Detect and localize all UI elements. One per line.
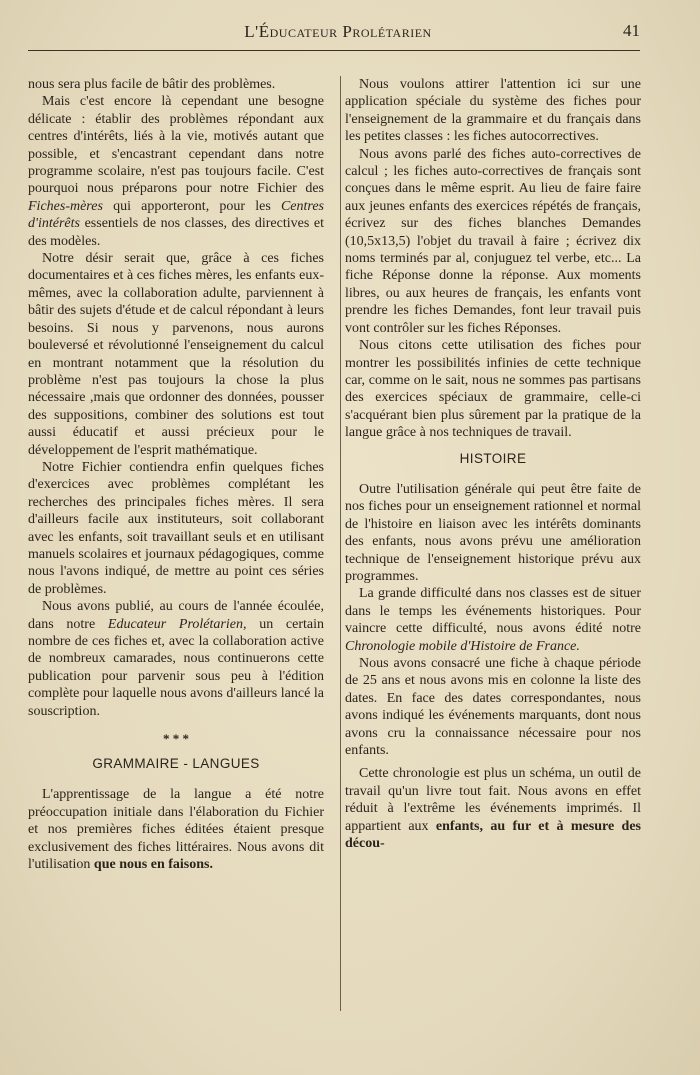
paragraph: Nous citons cette utilisation des fiches pour montrer les possibilités infinies de cette technique car, comme on le sait, nous ne sommes pas partisans des exercices spéciaux de grammaire, celle-ci s'acquérant bien plus sûrement par la pratique de la langue grâce à nos techniques de travail. [345, 338, 641, 441]
text-span: L'apprentissage de la langue a été notre préoccupation initiale dans l'élaboration du Fichier et nos premières fiches éditées étaient presque exclusivement des fiches littéraires. Nous avons dit l'utilisation [28, 787, 324, 873]
paragraph: Nous avons consacré une fiche à chaque période de 25 ans et nous avons mis en colonne la liste des dates. En face des dates correspondantes, nous avons indiqué les événements marquants, dont nous avons cru la connaissance nécessaire pour nos enfants. [345, 656, 641, 759]
italic-span: Chronologie mobile d'Histoire de France. [345, 638, 580, 654]
text-span: Mais c'est encore là cependant une besogne délicate : établir des problèmes répondant aux centres d'intérêts, liés à la vie, motivés autant que possible, et s'encastrant cependant dans notre programme scolaire, n'est pas toujours facile. C'est pourquoi nous préparons pour notre Fichier des [28, 94, 324, 197]
italic-span: Fiches-mères [28, 198, 103, 214]
paragraph [28, 598, 324, 720]
paragraph: Outre l'utilisation générale qui peut être faite de nos fiches pour un enseignement rationnel et normal de l'histoire en liaison avec les intérêts dominants des enfants, nous avons prévu une amélioration technique de l'enseignement historique prévu aux programmes. [345, 481, 641, 584]
paragraph: Notre désir serait que, grâce à ces fiches documentaires et à ces fiches mères, les enfants eux-mêmes, avec la collaboration adulte, parviennent à bâtir des sujets d'étude et de calcul répondant à leurs besoins. Si nous y parvenons, nous aurons bouleversé et révolutionné l'enseignement du calcul en montrant notamment que la résolution du problème n'est pas toujours la chose la plus nécessaire ,mais que ordonner des données, pousser des suppositions, combiner des solutions est tout aussi éducatif et aussi précieux pour le développement de l'esprit mathématique. [28, 251, 324, 458]
italic-span: Centres d'intérêts [28, 198, 324, 232]
column-divider [340, 76, 341, 1011]
page-header [28, 20, 640, 51]
text-span: Cette chronologie est plus un schéma, un outil de travail qu'un livre tout fait. Nous avons en effet réduit à l'extrême les événements imprimés. Il appartient aux [345, 766, 641, 834]
text-span: , un certain nombre de ces fiches et, avec la collaboration active de nombreux camarades, nous continuerons cette publication pour parvenir sous peu à l'édition complète pour laquelle nous avons d'ailleurs lancé la souscription. [28, 616, 325, 719]
paragraph [345, 585, 641, 655]
page-number: 41 [623, 21, 640, 40]
journal-title: L'Éducateur Prolétarien [244, 22, 432, 41]
italic-span: Educateur Prolétarien [107, 616, 243, 632]
text-span: que nous en faisons. [93, 857, 213, 873]
text-span: qui apporteront, pour les [102, 198, 281, 214]
text-span: La grande difficulté dans nos classes est de situer dans le temps les événements historiques. Pour vaincre cette difficulté, nous avons édité notre [345, 586, 641, 637]
left-column [28, 76, 324, 873]
heading-histoire: HISTOIRE [459, 450, 527, 466]
paragraph: Nous avons parlé des fiches auto-correctives de calcul ; les fiches auto-correctives de français sont conçues dans le même esprit. Au lieu de faire faire aux jeunes enfants des exercices répétés de français, écrivez sur des fiches blanches Demandes (10,5x13,5) l'objet du travail à faire ; écrivez dix noms terminés par al, conjuguez tel verbe, etc... La fiche Réponse donne la réponse. Aux moments libres, ou aux heures de français, les enfants vont prendre les fiches Demandes, font leur travail puis vont contrôler sur les fiches Réponses. [345, 146, 641, 336]
section-separator: * * * [163, 731, 189, 747]
paragraph [345, 765, 641, 852]
paragraph: Notre Fichier contiendra enfin quelques fiches d'exercices avec problèmes complétant les recherches des principales fiches mères. Il sera d'ailleurs facile aux instituteurs, soit collaborant avec les enfants, soit travaillant seuls et en utilisant manuels scolaires et journaux pédagogiques, comme nous l'avons indiqué, de mettre au point ces séries de problèmes. [28, 459, 324, 597]
heading-grammaire: GRAMMAIRE - LANGUES [92, 756, 260, 772]
text-span: essentiels de nos classes, des directives et des modèles. [28, 216, 324, 249]
text-span: enfants, au fur et à mesure des décou- [345, 818, 641, 852]
text-span: Nous avons publié, au cours de l'année écoulée, dans notre [28, 599, 324, 632]
paragraph: Nous voulons attirer l'attention ici sur une application spéciale du système des fiches pour l'enseignement de la grammaire et du français dans les petites classes : les fiches autocorrectives. [345, 77, 641, 145]
right-column [345, 76, 641, 852]
paragraph [28, 93, 324, 250]
paragraph: nous sera plus facile de bâtir des problèmes. [28, 77, 276, 92]
paragraph [28, 786, 324, 873]
